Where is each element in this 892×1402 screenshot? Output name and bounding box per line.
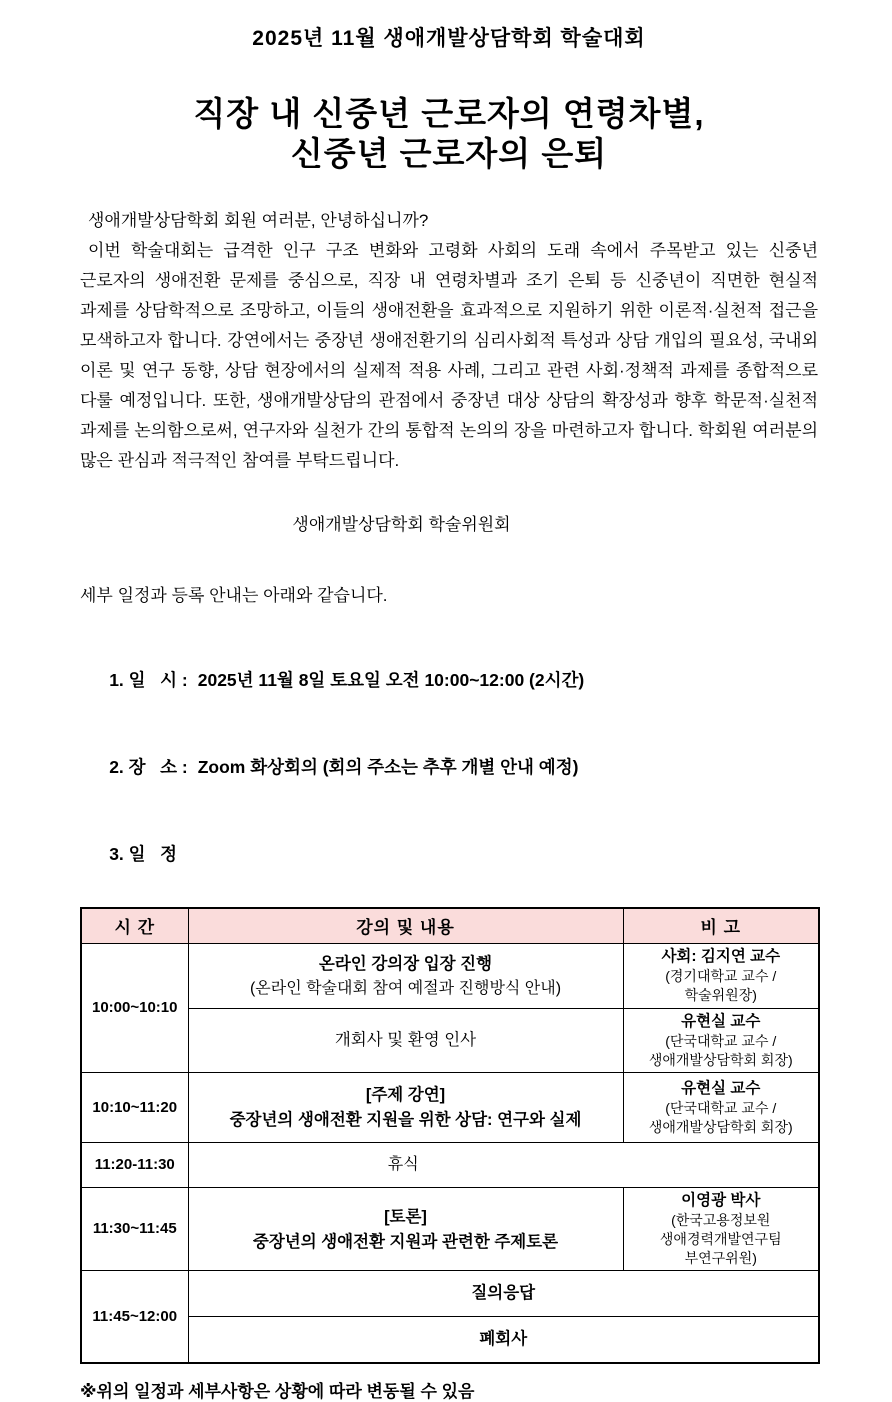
table-row — [81, 1187, 819, 1270]
note-cell-1b — [623, 1008, 819, 1072]
note-affiliation: 생애개발상담학회 회장) — [648, 1118, 793, 1135]
note-cell-2 — [623, 1072, 819, 1142]
table-row — [81, 1142, 819, 1187]
note-cell-1a — [623, 943, 819, 1008]
time-cell-5: 11:45~12:00 — [81, 1270, 188, 1363]
note-cell-4 — [623, 1187, 819, 1270]
content-cell-3 — [188, 1142, 819, 1187]
note-affiliation: 생애개발상담학회 회장) — [648, 1051, 793, 1068]
note-affiliation: 부연구위원) — [684, 1249, 757, 1266]
item-schedule — [80, 820, 818, 887]
session-title: [토론] — [384, 1207, 427, 1226]
footnote: ※위의 일정과 세부사항은 상황에 따라 변동될 수 있음 — [80, 1382, 475, 1401]
item-date — [80, 646, 818, 713]
header-content: 강의 및 내용 — [188, 908, 623, 943]
session-title: 폐회사 — [479, 1330, 528, 1349]
session-subtitle: 중장년의 생애전환 지원을 위한 상담: 연구와 실제 — [229, 1111, 582, 1129]
item-place-label: 2. 장 소 : — [109, 757, 188, 777]
page-title-line1: 직장 내 신중년 근로자의 연령차별, — [193, 95, 705, 132]
time-cell-4: 11:30~11:45 — [81, 1187, 188, 1270]
note-person: 사회: 김지연 교수 — [661, 948, 781, 965]
table-row — [81, 943, 819, 1008]
page-title-line2: 신중년 근로자의 은퇴 — [290, 135, 608, 172]
item-date-label: 1. 일 시 : — [109, 670, 188, 690]
item-schedule-label: 3. 일 정 — [109, 844, 178, 864]
note-affiliation: 학술위원장) — [684, 987, 757, 1003]
item-place — [80, 733, 818, 800]
time-cell-3: 11:20-11:30 — [81, 1142, 188, 1187]
session-title: 휴식 — [387, 1155, 419, 1173]
table-row — [81, 1270, 819, 1316]
note-person: 유현실 교수 — [681, 1012, 761, 1030]
session-title: 온라인 강의장 입장 진행 — [318, 954, 493, 973]
session-title: 질의응답 — [471, 1284, 536, 1302]
note-affiliation: (단국대학교 교수 / — [665, 1032, 777, 1049]
session-title: [주제 강연] — [365, 1086, 446, 1104]
note-affiliation: (단국대학교 교수 / — [665, 1099, 777, 1116]
table-row — [81, 1316, 819, 1363]
table-row — [81, 1008, 819, 1072]
content-cell-1a — [188, 943, 623, 1008]
content-cell-1b — [188, 1008, 623, 1072]
time-cell-1: 10:00~10:10 — [81, 943, 188, 1072]
header-time: 시 간 — [81, 908, 188, 943]
note-person: 유현실 교수 — [681, 1079, 761, 1097]
time-cell-2: 10:10~11:20 — [81, 1072, 188, 1142]
item-place-value: Zoom 화상회의 (회의 주소는 추후 개별 안내 예정) — [197, 757, 579, 777]
note-affiliation: 생애경력개발연구팀 — [659, 1230, 782, 1247]
greeting-line: 생애개발상담학회 회원 여러분, 안녕하십니까? — [88, 211, 429, 230]
session-subtitle: 중장년의 생애전환 지원과 관련한 주제토론 — [252, 1232, 559, 1251]
note-person: 이영광 박사 — [681, 1191, 761, 1209]
page-title — [80, 94, 818, 174]
item-date-value: 2025년 11월 8일 토요일 오전 10:00~12:00 (2시간) — [197, 670, 585, 690]
note-affiliation: (한국고용정보원 — [671, 1211, 771, 1228]
table-row — [81, 1072, 819, 1142]
session-subtitle: (온라인 학술대회 참여 예절과 진행방식 안내) — [249, 979, 562, 997]
signature-line: 생애개발상담학회 학술위원회 — [292, 515, 511, 534]
intro-section — [80, 206, 818, 476]
table-header-row — [81, 908, 819, 943]
header-note: 비 고 — [623, 908, 819, 943]
intro-paragraph: 이번 학술대회는 급격한 인구 구조 변화와 고령화 사회의 도래 속에서 주목받고 있는 신중년 근로자의 생애전환 문제를 중심으로, 직장 내 연령차별과 조기 은퇴 등 신중년이 직면한 현실적 과제를 상담학적으로 조망하고, 이들의 생애전환을 효과적으로 지원하기 위한 이론적·실천적 접근을 모색하고자 합니다. 강연에서는 중장년 생애전환기의 심리사회적 특성과 상담 개입의 필요성, 국내외 이론 및 연구 동향, 상담 현장에서의 실제적 적용 사례, 그리고 관련 사회·정책적 과제를 종합적으로 다룰 예정입니다. 또한, 생애개발상담의 관점에서 중장년 대상 상담의 확장성과 향후 학문적·실천적 과제를 논의함으로써, 연구자와 실천가 간의 통합적 논의의 장을 마련하고자 합니다. 학회원 여러분의 많은 관심과 적극적인 참여를 부탁드립니다. — [80, 241, 818, 470]
lead-in-line: 세부 일정과 등록 안내는 아래와 같습니다. — [80, 586, 388, 605]
schedule-table — [80, 907, 820, 1364]
content-cell-5b — [188, 1316, 819, 1363]
content-cell-2 — [188, 1072, 623, 1142]
note-affiliation: (경기대학교 교수 / — [665, 968, 777, 984]
document-header: 2025년 11월 생애개발상담학회 학술대회 — [252, 27, 646, 50]
content-cell-4 — [188, 1187, 623, 1270]
info-items — [80, 646, 818, 887]
content-cell-5a — [188, 1270, 819, 1316]
session-title: 개회사 및 환영 인사 — [334, 1031, 477, 1049]
